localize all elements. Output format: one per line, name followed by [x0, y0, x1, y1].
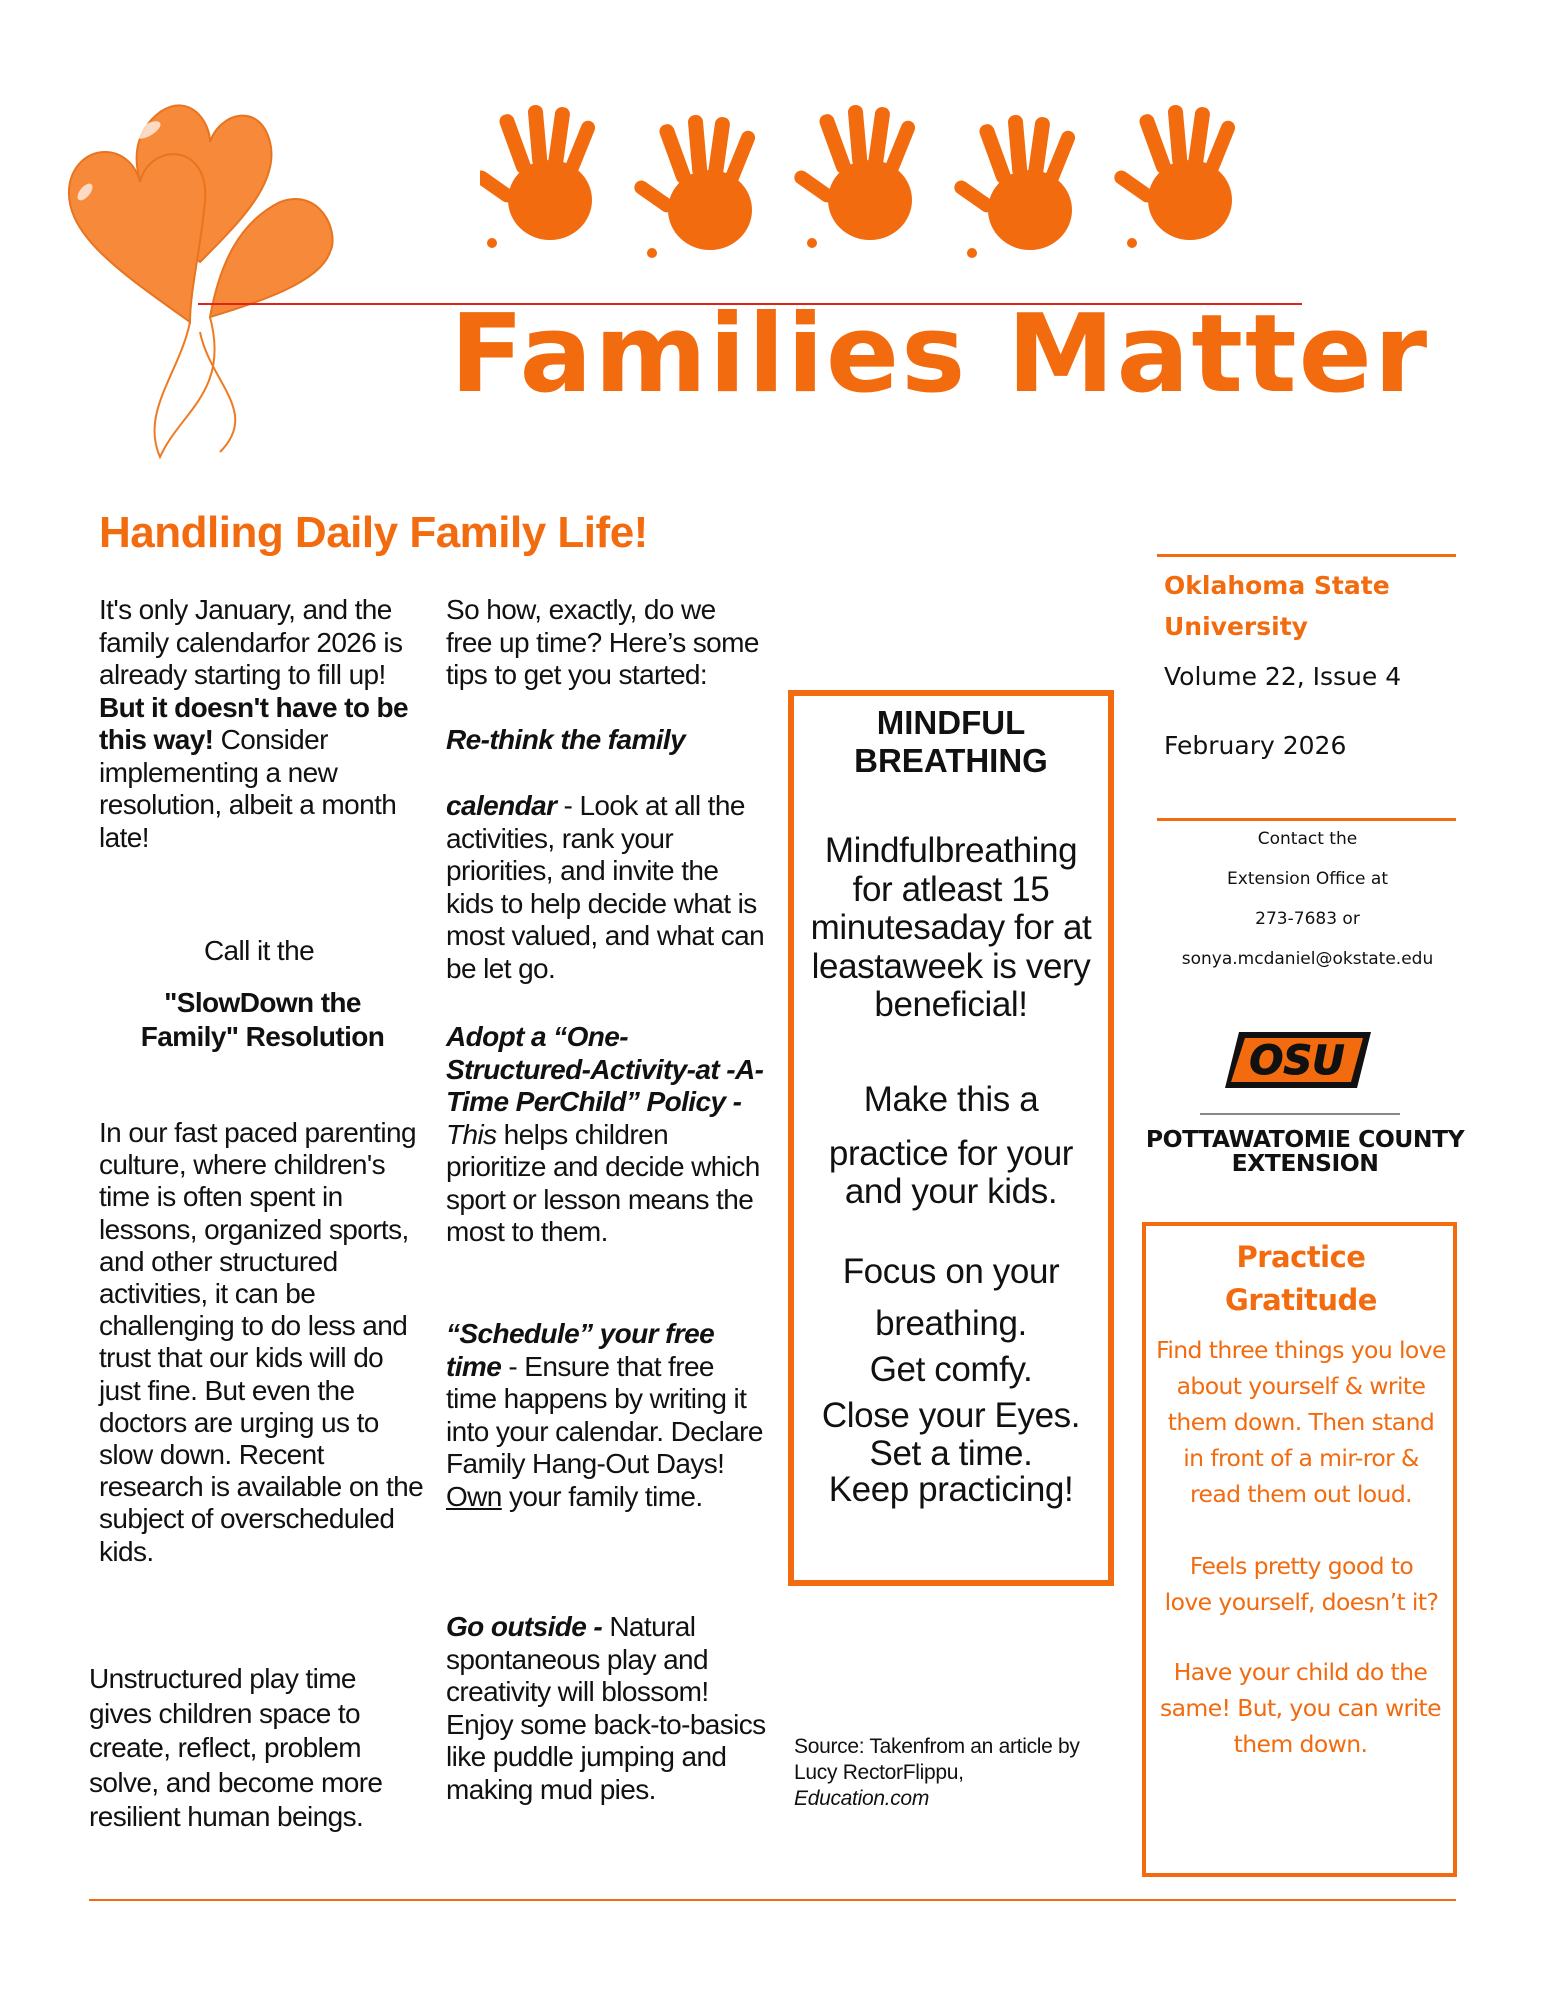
tip1: [446, 790, 768, 985]
tip4-body: Natural spontaneous play and creativity will blossom! Enjoy some back-to-basics like puddle jumping and making mud pies.: [446, 1611, 766, 1805]
tip1-title-b: calendar: [446, 790, 557, 821]
mindful-line: breathing.: [875, 1304, 1027, 1343]
osu-logo-text: OSU: [1249, 1038, 1345, 1084]
tip3-own: Own: [446, 1480, 502, 1512]
contact-line: Extension Office at: [1227, 869, 1388, 889]
handprints-icon: [480, 105, 1260, 260]
source-text: Source: Takenfrom an article by Lucy RectorFlippu,: [794, 1735, 1080, 1784]
resolution-name: "SlowDown the Family" Resolution: [140, 987, 385, 1052]
tip1-body: - Look at all the activities, rank your priorities, and invite the kids to help decide what is most valued, and what can be let go.: [446, 790, 765, 984]
mindful-line: Get comfy.: [869, 1350, 1033, 1389]
tip4: [446, 1611, 768, 1806]
osu-logo-icon: [1225, 1020, 1375, 1100]
tip3-body: - Ensure that free time happens by writing it into your calendar. Declare Family Hang-Out Days!: [446, 1350, 763, 1479]
mindful-line: practice for your: [828, 1134, 1074, 1173]
sidebar-rule-top: [1157, 554, 1456, 557]
contact-phone: 273-7683 or: [1255, 909, 1360, 929]
intro-text: It's only January, and the family calendarfor 2026 is already starting to fill up!: [99, 594, 403, 690]
mindful-line: Keep practicing!: [828, 1470, 1074, 1509]
mindful-intro: Mindfulbreathing for atleast 15 minutesaday for at leastaweek is very beneficial!: [810, 831, 1092, 1024]
practice-gratitude-box: [1142, 1222, 1457, 1877]
mindful-line: Close your Eyes.: [821, 1396, 1081, 1435]
issue-date: February 2026: [1164, 731, 1347, 760]
tip2-body: helps children prioritize and decide which sport or lesson means the most to them.: [446, 1118, 760, 1247]
col1-intro: [99, 594, 424, 854]
tip3: [446, 1318, 768, 1513]
university-name: Oklahoma State University: [1164, 571, 1390, 641]
mindful-breathing-box: [788, 690, 1114, 1586]
volume-issue: Volume 22, Issue 4: [1164, 662, 1402, 691]
call-it-the: Call it the: [203, 935, 315, 966]
footer-rule: [89, 1899, 1456, 1901]
tip2: [446, 1021, 768, 1249]
mindful-line: Focus on your: [842, 1252, 1060, 1291]
col2-intro: So how, exactly, do we free up time? Here’s some tips to get you started:: [446, 594, 759, 690]
gratitude-paragraph: Find three things you love about yourself & write them down. Then stand in front of a mir-ror & read them out loud.: [1156, 1336, 1446, 1508]
sidebar-rule-mid: [1157, 818, 1456, 821]
col1-unstructured-paragraph: Unstructured play time gives children space to create, reflect, problem solve, and become more resilient human beings.: [89, 1663, 383, 1832]
source-site: Education.com: [794, 1787, 930, 1810]
col1-culture-paragraph: In our fast paced parenting culture, where children's time is often spent in lessons, organized sports, and other structured activities, it can be challenging to do less and trust that our kids will do just fine. But even the doctors are urging us to slow down. Recent research is available on the subject of overscheduled kids.: [99, 1117, 424, 1567]
mindful-line: and your kids.: [844, 1172, 1058, 1211]
mindful-line: Make this a: [863, 1080, 1039, 1119]
newsletter-title: Families Matter: [450, 292, 1430, 417]
gratitude-title: Practice Gratitude: [1225, 1240, 1377, 1317]
contact-line: Contact the: [1257, 829, 1358, 849]
gratitude-paragraph: Have your child do the same! But, you can write them down.: [1159, 1658, 1442, 1758]
tip2-em: This: [446, 1118, 497, 1150]
tip2-title: Adopt a “One-Structured-Activity-at -A-Time PerChild” Policy -: [446, 1021, 764, 1117]
intro-bold: But it doesn't have to be this way!: [99, 691, 409, 755]
tip4-title: Go outside -: [446, 1611, 610, 1642]
extension-name: EXTENSION: [1231, 1149, 1379, 1177]
county-name: POTTAWATOMIE COUNTY: [1145, 1125, 1465, 1153]
heart-balloons-icon: [60, 92, 350, 464]
article-heading: Handling Daily Family Life!: [99, 508, 648, 557]
contact-email[interactable]: sonya.mcdaniel@okstate.edu: [1181, 949, 1434, 969]
mindful-title: MINDFUL BREATHING: [854, 704, 1048, 779]
logo-divider: [1200, 1113, 1400, 1115]
tip3-body-end: your family time.: [501, 1480, 703, 1512]
tip3-title: “Schedule” your free time: [446, 1318, 715, 1382]
mindful-line: Set a time.: [869, 1434, 1033, 1473]
gratitude-paragraph: Feels pretty good to love yourself, doesn’t it?: [1164, 1552, 1439, 1616]
tip1-title-a: Re-think the family: [446, 724, 686, 755]
source-citation: [794, 1734, 1094, 1812]
intro-text-end: Consider implementing a new resolution, albeit a month late!: [99, 724, 397, 853]
